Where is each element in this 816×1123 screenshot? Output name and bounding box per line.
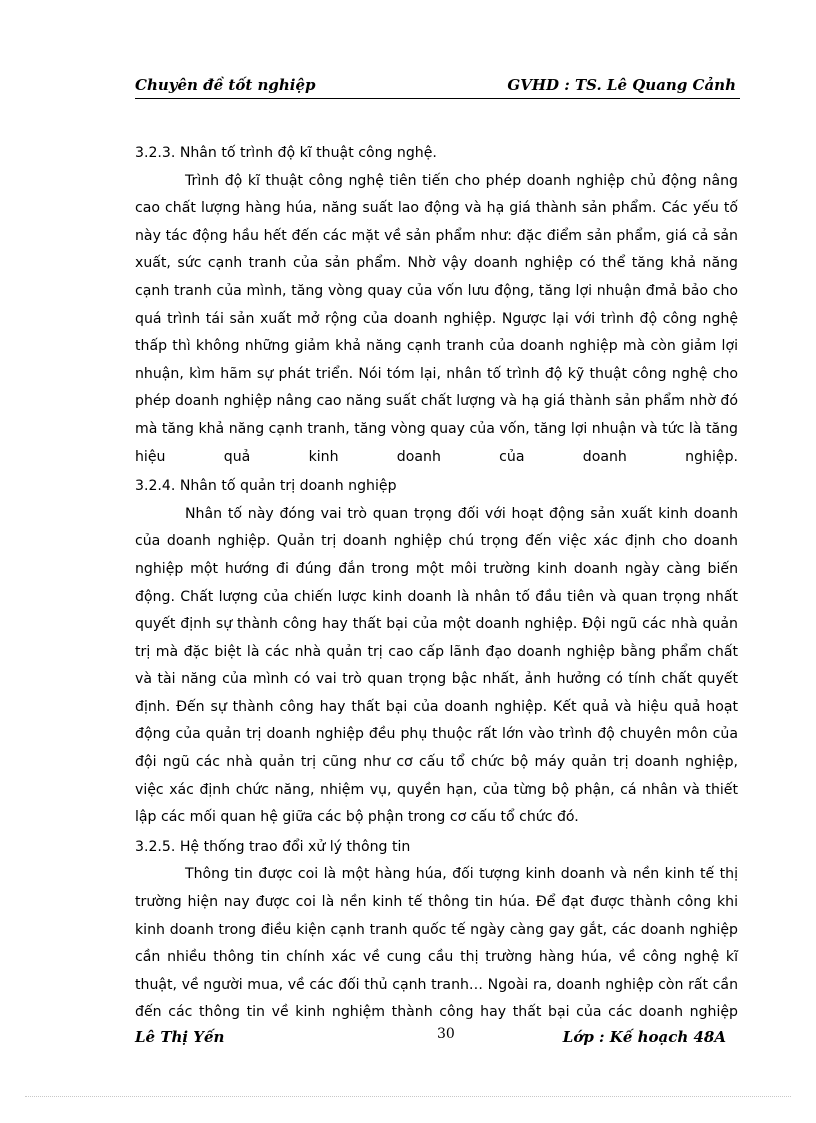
header-document-type: Chuyên đề tốt nghiệp bbox=[135, 76, 316, 94]
page-boundary-divider bbox=[25, 1096, 791, 1097]
page-header bbox=[135, 72, 740, 99]
page-number: 30 bbox=[437, 1026, 455, 1042]
section-heading-3-2-3: 3.2.3. Nhân tố trình độ kĩ thuật công nghệ. bbox=[135, 145, 437, 161]
footer-author: Lê Thị Yến bbox=[135, 1028, 225, 1046]
page-footer bbox=[135, 1020, 738, 1050]
section-heading-3-2-4: 3.2.4. Nhân tố quản trị doanh nghiệp bbox=[135, 478, 397, 495]
header-supervisor: GVHD : TS. Lê Quang Cảnh bbox=[507, 76, 736, 94]
document-body bbox=[135, 140, 738, 1027]
section-heading-3-2-5: 3.2.5. Hệ thống trao đổi xử lý thông tin bbox=[135, 838, 411, 855]
section-paragraph-3-2-4: Nhân tố này đóng vai trò quan trọng đối với hoạt động sản xuất kinh doanh của doanh nghiệp. Quản trị doanh nghiệp chú trọng đến việc xác định cho doanh nghiệp một hướng đi đúng đắn trong một môi trường kinh doanh ngày càng biến động. Chất lượng của chiến lược kinh doanh là nhân tố đầu tiên và quan trọng nhất quyết định sự thành công hay thất bại của một doanh nghiệp. Đội ngũ các nhà quản trị mà đặc biệt là các nhà quản trị cao cấp lãnh đạo doanh nghiệp bằng phẩm chất và tài năng của mình có vai trò quan trọng bậc nhất, ảnh hưởng có tính chất quyết định. Đến sự thành công hay thất bại của doanh nghiệp. Kết quả và hiệu quả hoạt động của quản trị doanh nghiệp đều phụ thuộc rất lớn vào trình độ chuyên môn của đội ngũ các nhà quản trị cũng như cơ cấu tổ chức bộ máy quản trị doanh nghiệp, việc xác định chức năng, nhiệm vụ, quyền hạn, của từng bộ phận, cá nhân và thiết lập các mối quan hệ giữa các bộ phận trong cơ cấu tổ chức đó. bbox=[135, 505, 738, 826]
footer-class: Lớp : Kế hoạch 48A bbox=[562, 1028, 726, 1046]
section-paragraph-3-2-5: Thông tin được coi là một hàng húa, đối tượng kinh doanh và nền kinh tế thị trường hiện nay được coi là nền kinh tế thông tin húa. Để đạt được thành công khi kinh doanh trong điều kiện cạnh tranh quốc tế ngày càng gay gắt, các doanh nghiệp cần nhiều thông tin chính xác về cung cầu thị trường hàng húa, về công nghệ kĩ thuật, về người mua, về các đối thủ cạnh tranh… Ngoài ra, doanh nghiệp còn rất cần đến các thông tin về kinh nghiệm thành công hay thất bại của các doanh nghiệp bbox=[135, 866, 738, 1021]
section-paragraph-3-2-3: Trình độ kĩ thuật công nghệ tiên tiến cho phép doanh nghiệp chủ động nâng cao chất lượng hàng húa, năng suất lao động và hạ giá thành sản phẩm. Các yếu tố này tác động hầu hết đến các mặt về sản phẩm như: đặc điểm sản phẩm, giá cả sản xuất, sức cạnh tranh của sản phẩm. Nhờ vậy doanh nghiệp có thể tăng khả năng cạnh tranh của mình, tăng vòng quay của vốn lưu động, tăng lợi nhuận đmả bảo cho quá trình tái sản xuất mở rộng của doanh nghiệp. Ngược lại với trình độ công nghệ thấp thì không những giảm khả năng cạnh tranh của doanh nghiệp mà còn giảm lợi nhuận, kìm hãm sự phát triển. Nói tóm lại, nhân tố trình độ kỹ thuật công nghệ cho phép doanh nghiệp nâng cao năng suất chất lượng và hạ giá thành sản phẩm nhờ đó mà tăng khả năng cạnh tranh, tăng vòng quay của vốn, tăng lợi nhuận và tức là tăng hiệu quả kinh doanh của doanh nghiệp. bbox=[135, 172, 738, 465]
